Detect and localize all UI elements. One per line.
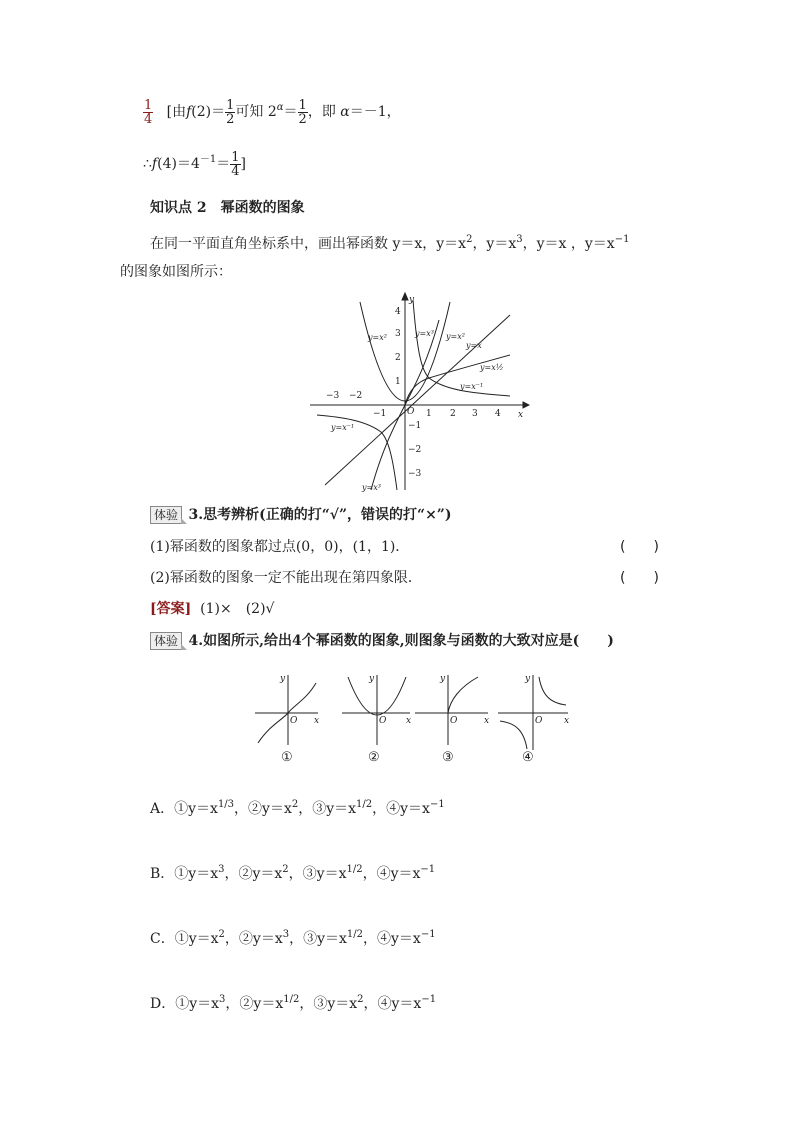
svg-text:y: y (280, 674, 286, 684)
q3-item-2: (2)幂函数的图象一定不能出现在第四象限． (150, 570, 422, 586)
y-axis-arrow (402, 293, 408, 300)
y-tick: −2 (408, 445, 422, 455)
option-a[interactable]: A．$①y=x^{1/3}$，$②y=x^2$，$③y=x^{1/2}$，$④y=x^{-1}$ (150, 799, 445, 817)
half-fraction: $\frac{1}{2}$ (226, 97, 235, 127)
label-inv-right: y=x⁻¹ (460, 382, 484, 391)
svg-text:y: y (440, 674, 446, 684)
y-tick: 3 (395, 329, 401, 339)
section-heading: 知识点 2 幂函数的图象 (150, 200, 305, 216)
y-tick: 2 (395, 353, 401, 363)
answer-block: $\frac{1}{4}$ [由f(2)＝ $\frac{1}{2}$ 可知 $2^\alpha=$ $\frac{1}{2}$ ，即 α＝－1， (144, 97, 401, 127)
x-tick: 1 (426, 409, 432, 419)
svg-text:y: y (525, 674, 531, 684)
q3-item-1: (1)幂函数的图象都过点(0，0)，(1，1)． (150, 539, 410, 555)
x-tick: 2 (450, 409, 456, 419)
label-x2: y=x² (368, 333, 387, 342)
graph-2 (342, 675, 410, 745)
option-b[interactable]: B．$①y=x^3$，$②y=x^2$，$③y=x^{1/2}$，$④y=x^{-1}$ (150, 864, 436, 882)
svg-text:O: O (535, 716, 543, 726)
curve-inv-left (317, 415, 397, 490)
graph-label-3: ③ (442, 750, 454, 765)
svg-text:O: O (290, 716, 298, 726)
y-tick: −1 (408, 421, 422, 431)
graph-label-1: ① (281, 750, 293, 765)
x-tick: −1 (373, 409, 387, 419)
label-x3: y=x³ (415, 329, 434, 338)
origin-label: O (407, 407, 415, 417)
quarter-fraction: $\frac{1}{4}$ (231, 149, 240, 179)
x-axis-arrow (523, 402, 529, 408)
svg-text:x: x (406, 716, 412, 726)
section-intro: 在同一平面直角坐标系中，画出幂函数 y＝x，$y=x^2$，$y=x^3$，y＝x ，$y=x^{-1}$ (150, 234, 630, 252)
svg-text:x: x (564, 716, 570, 726)
section-intro-line2: 的图象如图所示： (120, 264, 232, 280)
svg-text:O: O (450, 716, 458, 726)
q3-item-2-blank[interactable]: ( ) (620, 570, 659, 586)
graph-label-4: ④ (522, 750, 534, 765)
option-c[interactable]: C．$①y=x^2$，$②y=x^3$，$③y=x^{1/2}$，$④y=x^{-1}$ (150, 929, 436, 947)
graph-label-2: ② (368, 750, 380, 765)
q3-answer: [答案] (1)× (2)√ (150, 601, 275, 617)
svg-text:x: x (314, 716, 320, 726)
y-axis-label: y (409, 295, 415, 305)
y-tick: −3 (408, 469, 422, 479)
graph-3 (415, 675, 488, 745)
svg-text:x: x (484, 716, 490, 726)
answer-line-2: $\therefore f(4)=4^{-1}=$ $\frac{1}{4}$ ] (143, 149, 246, 179)
q4-tag: 体验 (150, 632, 182, 650)
y-tick: 4 (395, 307, 401, 317)
q4-graphs (250, 665, 580, 765)
graph-4 (498, 675, 568, 750)
x-axis-label: x (518, 410, 524, 420)
label-x2-right: y=x² (446, 332, 465, 341)
q4-title: 体验 4.如图所示,给出4个幂函数的图象,则图象与函数的大致对应是( ) (150, 631, 614, 651)
label-x3-bottom: y=x³ (362, 483, 381, 492)
half-fraction-2: $\frac{1}{2}$ (298, 97, 307, 127)
label-sqrt: y=x½ (480, 363, 504, 372)
q3-title: 体验 3.思考辨析(正确的打“√”，错误的打“×”) (150, 505, 451, 525)
option-d[interactable]: D．$①y=x^3$，$②y=x^{1/2}$，$③y=x^2$，$④y=x^{-1}$ (150, 994, 437, 1012)
graph-1 (255, 675, 318, 745)
q3-tag: 体验 (150, 506, 182, 524)
x-tick: −2 (349, 391, 363, 401)
svg-text:O: O (379, 716, 387, 726)
svg-text:y: y (369, 674, 375, 684)
power-functions-figure (305, 290, 530, 495)
q3-item-1-blank[interactable]: ( ) (620, 539, 659, 555)
answer-fraction: $\frac{1}{4}$ (144, 97, 153, 127)
x-tick: 4 (495, 409, 501, 419)
label-inv-left: y=x⁻¹ (331, 423, 355, 432)
x-tick: 3 (472, 409, 478, 419)
y-tick: 1 (395, 377, 401, 387)
x-tick: −3 (326, 391, 340, 401)
label-x: y=x (466, 341, 482, 350)
